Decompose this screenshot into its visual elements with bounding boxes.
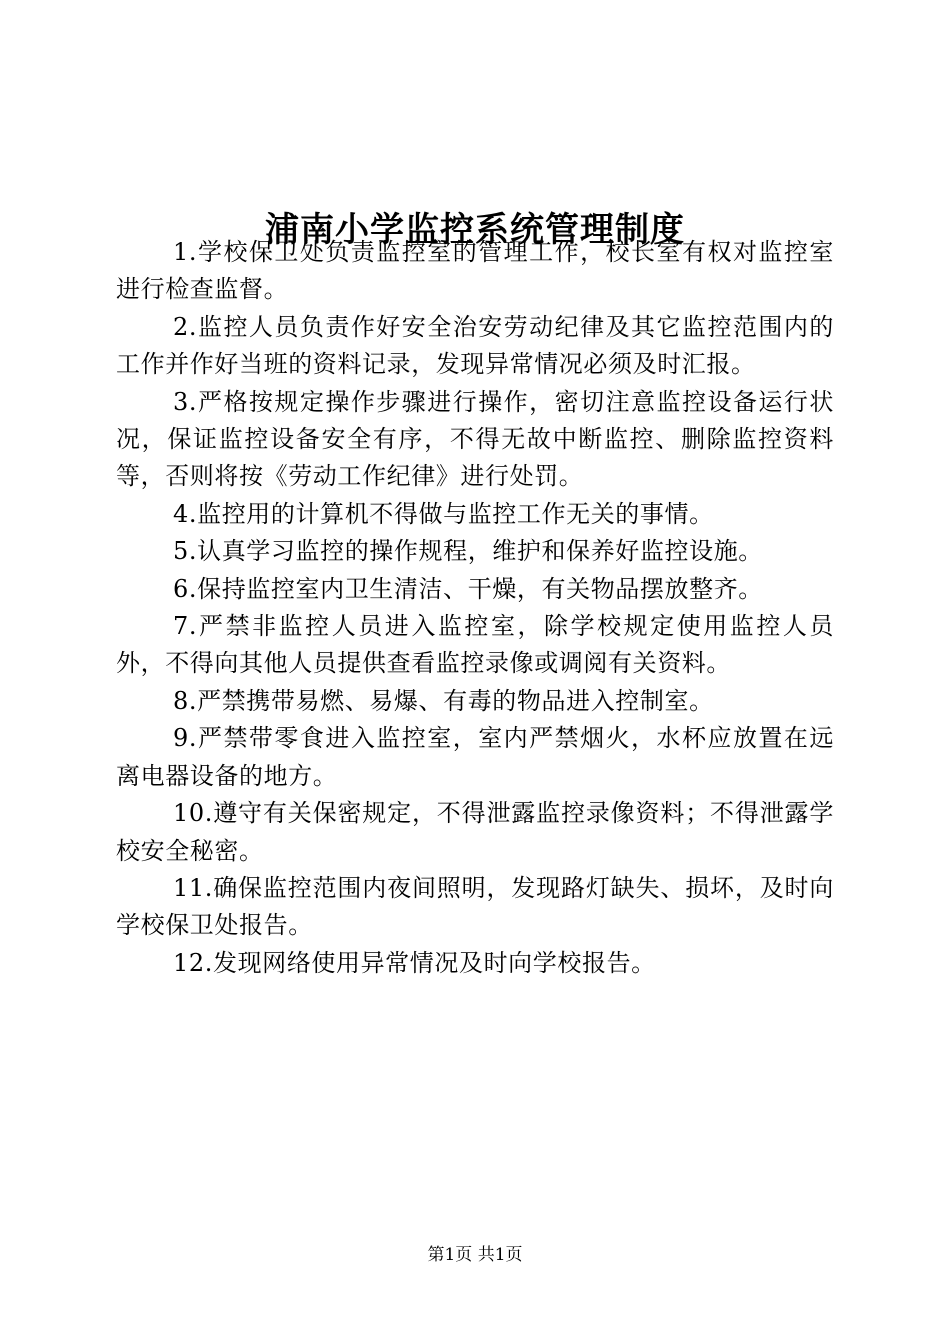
clause-2: 2.监控人员负责作好安全治安劳动纪律及其它监控范围内的工作并作好当班的资料记录，发现异常情况必须及时汇报。 — [116, 312, 834, 379]
clause-11: 11.确保监控范围内夜间照明，发现路灯缺失、损坏，及时向学校保卫处报告。 — [116, 873, 834, 940]
clause-12: 12.发现网络使用异常情况及时向学校报告。 — [173, 948, 656, 977]
clause-1: 1.学校保卫处负责监控室的管理工作，校长室有权对监控室进行检查监督。 — [116, 238, 834, 304]
clause-5: 5.认真学习监控的操作规程，维护和保养好监控设施。 — [173, 537, 763, 566]
clause-8: 8.严禁携带易燃、易爆、有毒的物品进入控制室。 — [173, 686, 714, 715]
page-footer: 第1页 共1页 — [427, 1245, 523, 1265]
clause-6: 6.保持监控室内卫生清洁、干燥，有关物品摆放整齐。 — [173, 574, 763, 603]
clause-9: 9.严禁带零食进入监控室，室内严禁烟火，水杯应放置在远离电器设备的地方。 — [116, 724, 834, 790]
clause-3: 3.严格按规定操作步骤进行操作，密切注意监控设备运行状况，保证监控设备安全有序，不得无故中断监控、删除监控资料等，否则将按《劳动工作纪律》进行处罚。 — [116, 387, 834, 491]
document-body — [116, 234, 834, 982]
clause-4: 4.监控用的计算机不得做与监控工作无关的事情。 — [173, 499, 714, 528]
clause-10: 10.遵守有关保密规定，不得泄露监控录像资料；不得泄露学校安全秘密。 — [116, 799, 834, 865]
clause-7: 7.严禁非监控人员进入监控室，除学校规定使用监控人员外，不得向其他人员提供查看监控录像或调阅有关资料。 — [116, 612, 834, 678]
document-title: 浦南小学监控系统管理制度 — [265, 209, 685, 250]
